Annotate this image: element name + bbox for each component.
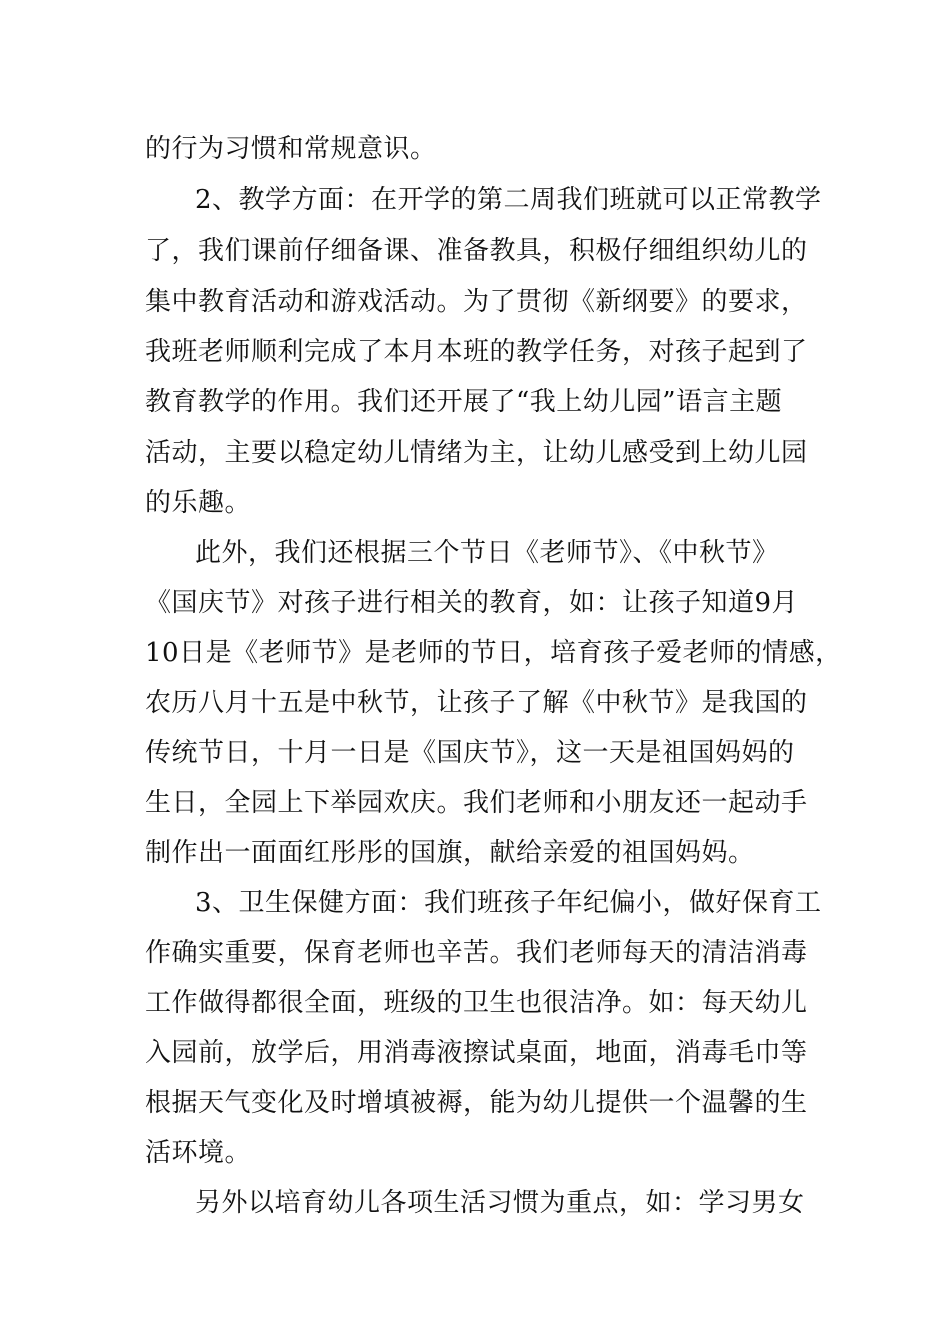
text-line: 作确实重要，保育老师也辛苦。我们老师每天的清洁消毒 xyxy=(145,938,808,968)
text-line: 入园前，放学后，用消毒液擦试桌面，地面，消毒毛巾等 xyxy=(145,1038,808,1068)
text-line: 的行为习惯和常规意识。 xyxy=(145,134,437,164)
text-line: 我班老师顺利完成了本月本班的教学任务，对孩子起到了 xyxy=(145,337,808,367)
text-line: 制作出一面面红彤彤的国旗，献给亲爱的祖国妈妈。 xyxy=(145,838,755,868)
text-line: 活动，主要以稳定幼儿情绪为主，让幼儿感受到上幼儿园 xyxy=(145,438,808,468)
text-line: 的乐趣。 xyxy=(145,488,252,518)
text-line: 传统节日，十月一日是《国庆节》，这一天是祖国妈妈的 xyxy=(145,738,795,768)
text-line: 农历八月十五是中秋节，让孩子了解《中秋节》是我国的 xyxy=(145,688,808,718)
text-line: 生日，全园上下举园欢庆。我们老师和小朋友还一起动手 xyxy=(145,788,808,818)
text-line: 另外以培育幼儿各项生活习惯为重点，如：学习男女 xyxy=(195,1188,805,1218)
text-line: 工作做得都很全面，班级的卫生也很洁净。如：每天幼儿 xyxy=(145,988,808,1018)
text-line: 了，我们课前仔细备课、准备教具，积极仔细组织幼儿的 xyxy=(145,236,808,266)
text-line: 此外，我们还根据三个节日《老师节》、《中秋节》 xyxy=(195,538,779,568)
text-line: 2、教学方面：在开学的第二周我们班就可以正常教学 xyxy=(195,185,822,215)
text-line: 《国庆节》对孩子进行相关的教育，如：让孩子知道9月 xyxy=(145,588,799,618)
text-line: 活环境。 xyxy=(145,1138,252,1168)
text-line: 集中教育活动和游戏活动。为了贯彻《新纲要》的要求， xyxy=(145,287,808,317)
text-line: 教育教学的作用。我们还开展了“我上幼儿园”语言主题 xyxy=(145,387,783,417)
text-line: 10日是《老师节》是老师的节日，培育孩子爱老师的情感， xyxy=(145,638,842,668)
text-line: 根据天气变化及时增填被褥，能为幼儿提供一个温馨的生 xyxy=(145,1088,808,1118)
text-line: 3、卫生保健方面：我们班孩子年纪偏小，做好保育工 xyxy=(195,888,822,918)
